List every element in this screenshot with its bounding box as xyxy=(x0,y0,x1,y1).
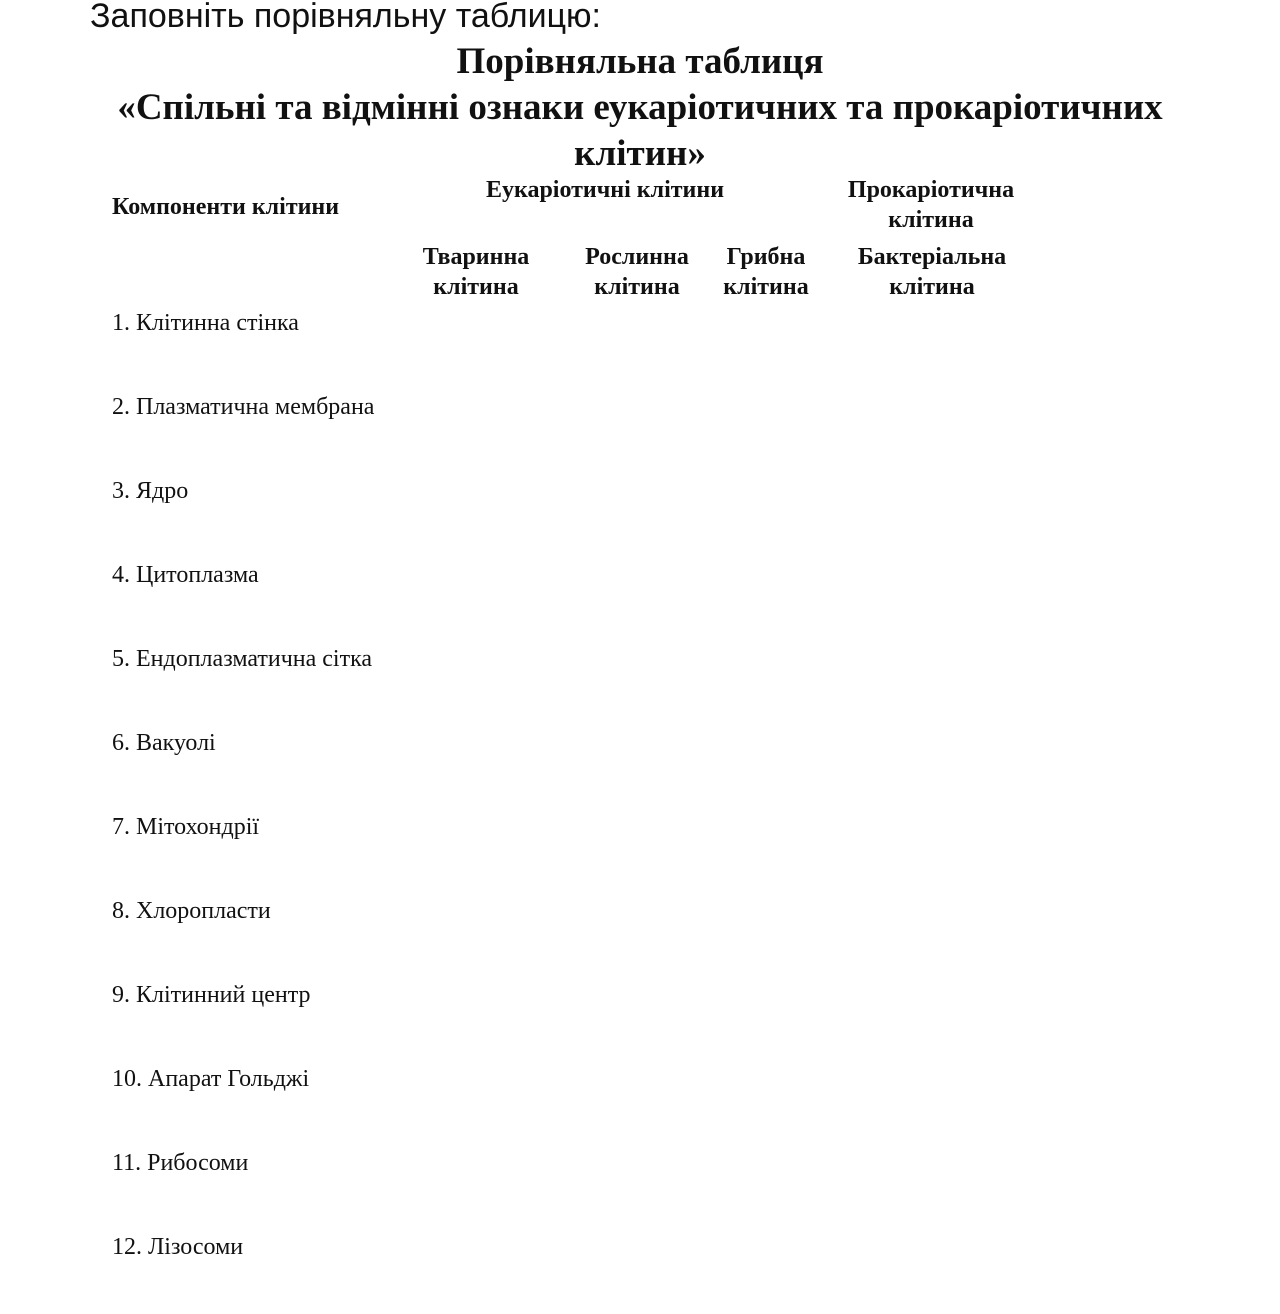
table-row xyxy=(112,306,1212,390)
row-label: 7. Мітохондрії xyxy=(112,814,260,840)
row-label: 8. Хлоропласти xyxy=(112,898,271,924)
row-label: 2. Плазматична мембрана xyxy=(112,394,375,420)
row-label: 9. Клітинний центр xyxy=(112,982,311,1008)
table-row xyxy=(112,726,1212,810)
table-title: Порівняльна таблиця xyxy=(456,41,824,82)
row-label: 5. Ендоплазматична сітка xyxy=(112,646,373,672)
header-plant-line1: Рослинна xyxy=(585,244,689,270)
table-body xyxy=(112,306,1212,1314)
header-fungal-line1: Грибна xyxy=(726,244,806,270)
header-animal-cell xyxy=(410,242,542,302)
table-subtitle: «Спільні та відмінні ознаки еукаріотичних та прокаріотичних клітин» xyxy=(117,87,1163,174)
table-row xyxy=(112,1230,1212,1314)
header-prokaryotic-line2: клітина xyxy=(888,207,974,233)
header-components: Компоненти клітини xyxy=(112,194,340,220)
row-label: 3. Ядро xyxy=(112,478,189,504)
table-row xyxy=(112,642,1212,726)
header-plant-cell xyxy=(575,242,699,302)
table-row xyxy=(112,1146,1212,1230)
header-bacterial-line1: Бактеріальна xyxy=(857,244,1007,270)
row-label: 4. Цитоплазма xyxy=(112,562,259,588)
header-bacterial-cell xyxy=(845,242,1019,302)
table-row xyxy=(112,474,1212,558)
row-label: 10. Апарат Гольджі xyxy=(112,1066,310,1092)
table-row xyxy=(112,390,1212,474)
table-row xyxy=(112,1062,1212,1146)
table-row xyxy=(112,978,1212,1062)
header-fungal-line2: клітина xyxy=(723,274,809,300)
header-animal-line2: клітина xyxy=(433,274,519,300)
header-eukaryotic: Еукаріотичні клітини xyxy=(485,177,725,203)
header-animal-line1: Тваринна xyxy=(422,244,530,270)
row-label: 11. Рибосоми xyxy=(112,1150,249,1176)
header-prokaryotic-line1: Прокаріотична xyxy=(847,177,1015,203)
header-plant-line2: клітина xyxy=(594,274,680,300)
header-bacterial-line2: клітина xyxy=(889,274,975,300)
table-row xyxy=(112,894,1212,978)
row-label: 1. Клітинна стінка xyxy=(112,310,299,336)
row-label: 12. Лізосоми xyxy=(112,1234,244,1260)
row-label: 6. Вакуолі xyxy=(112,730,216,756)
instruction-text: Заповніть порівняльну таблицю: xyxy=(90,0,601,35)
table-row xyxy=(112,558,1212,642)
header-fungal-cell xyxy=(716,242,816,302)
table-row xyxy=(112,810,1212,894)
header-prokaryotic xyxy=(836,175,1026,235)
